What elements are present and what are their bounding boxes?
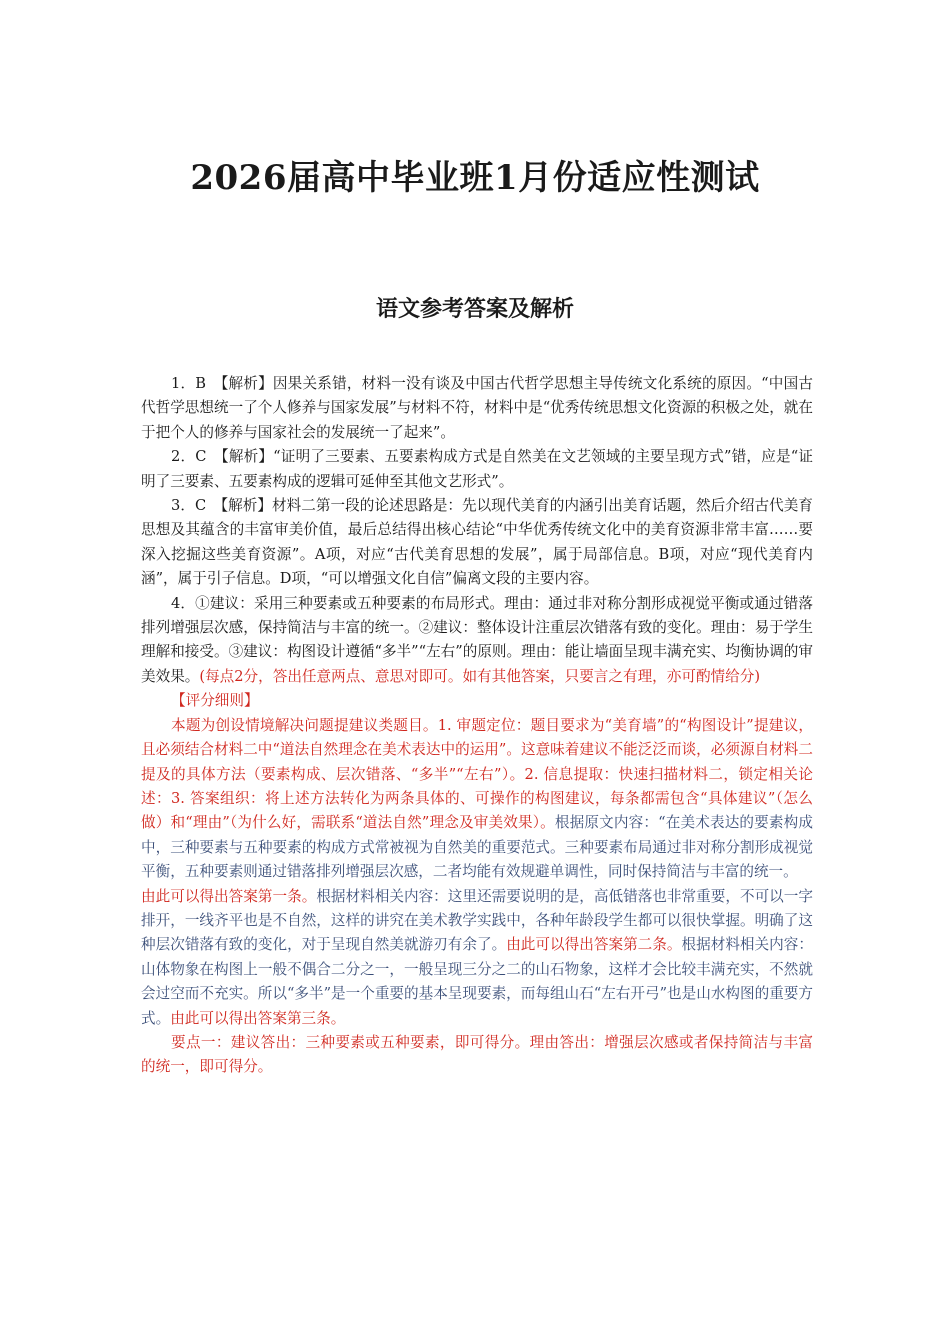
rubric-p2-blue-a: 根据材料相关内容：这里还需要说明的是，高低错落也非常重要，不可以一字排开，一线齐平也是不自然，这样的讲究在美术教学实践中，各种年龄段学生都可以很快掌握。明确了这种层次错落有致的变化，对于呈现自然美就游刃有余了。 (141, 887, 813, 954)
rubric-heading: 【评分细则】 (171, 692, 259, 710)
rubric-p1-red: 本题为创设情境解决问题提建议类题目。1. 审题定位：题目要求为“美育墙”的“构图设计”提建议，且必须结合材料二中“道法自然理念在美术表达中的运用”。这意味着建议不能泛泛而谈，必须源自材料二提及的具体方法（要素构成、层次错落、“多半”“左右”）。2. 信息提取：快速扫描材料二，锁定相关论述：3. 答案组织：将上述方法转化为两条具体的、可操作的构图建议，每条都需包含“具体建议”（怎么做）和“理由”（为什么好，需联系“道法自然”理念及审美效果）。 (141, 716, 813, 832)
answer-q1: 1．B 【解析】因果关系错，材料一没有谈及中国古代哲学思想主导传统文化系统的原因。“中国古代哲学思想统一了个人修养与国家发展”与材料不符，材料中是“优秀传统思想文化资源的积极之处，就在于把个人的修养与国家社会的发展统一了起来”。 (141, 375, 813, 441)
rubric-p2-red-c: 由此可以得出答案第三条。 (170, 1009, 346, 1027)
doc-title: 2026届高中毕业班1月份适应性测试 (190, 158, 760, 198)
rubric-p2-red-a: 由此可以得出答案第一条。 (141, 887, 317, 905)
answer-body (141, 372, 813, 1080)
rubric-key-point-1: 要点一：建议答出：三种要素或五种要素，即可得分。理由答出：增强层次感或者保持简洁与丰富的统一，即可得分。 (141, 1033, 813, 1076)
answer-q4-text: 4．①建议：采用三种要素或五种要素的布局形式。理由：通过非对称分割形成视觉平衡或通过错落排列增强层次感，保持简洁与丰富的统一。②建议：整体设计注重层次错落有致的变化。理由：易于学生理解和接受。③建议：构图设计遵循“多半”“左右”的原则。理由：能让墙面呈现丰满充实、均衡协调的审美效果。 (141, 594, 813, 685)
rubric-paragraph-1 (141, 714, 813, 885)
rubric-paragraph-2 (141, 885, 813, 1031)
answer-q4-score-note: (每点2分，答出任意两点、意思对即可。如有其他答案，只要言之有理，亦可酌情给分) (199, 667, 761, 685)
rubric-p2-red-b: 由此可以得出答案第二条。 (506, 936, 682, 954)
doc-subtitle: 语文参考答案及解析 (375, 297, 574, 322)
answer-q3: 3．C 【解析】材料二第一段的论述思路是：先以现代美育的内涵引出美育话题，然后介绍古代美育思想及其蕴含的丰富审美价值，最后总结得出核心结论“中华优秀传统文化中的美育资源非常丰富……要深入挖掘这些美育资源”。A项，对应“古代美育思想的发展”，属于局部信息。B项，对应“现代美育内涵”，属于引子信息。D项，“可以增强文化自信”偏离文段的主要内容。 (141, 497, 813, 588)
rubric-p1-blue: 根据原文内容：“在美术表达的要素构成中，三种要素与五种要素的构成方式常被视为自然美的重要范式。三种要素布局通过非对称分割形成视觉平衡，五种要素则通过错落排列增强层次感，二者均能有效规避单调性，同时保持简洁与丰富的统一。 (141, 814, 813, 881)
answer-q2: 2．C 【解析】“证明了三要素、五要素构成方式是自然美在文艺领域的主要呈现方式”错，应是“证明了三要素、五要素构成的逻辑可延伸至其他文艺形式”。 (141, 448, 813, 490)
answer-q4 (141, 592, 813, 690)
rubric-p2-blue-b: 根据材料相关内容：山体物象在构图上一般不偶合二分之一，一般呈现三分之二的山石物象，这样才会比较丰满充实，不然就会过空而不充实。所以“多半”是一个重要的基本呈现要素，而每组山石“左右开弓”也是山水构图的重要方式。 (141, 936, 813, 1027)
